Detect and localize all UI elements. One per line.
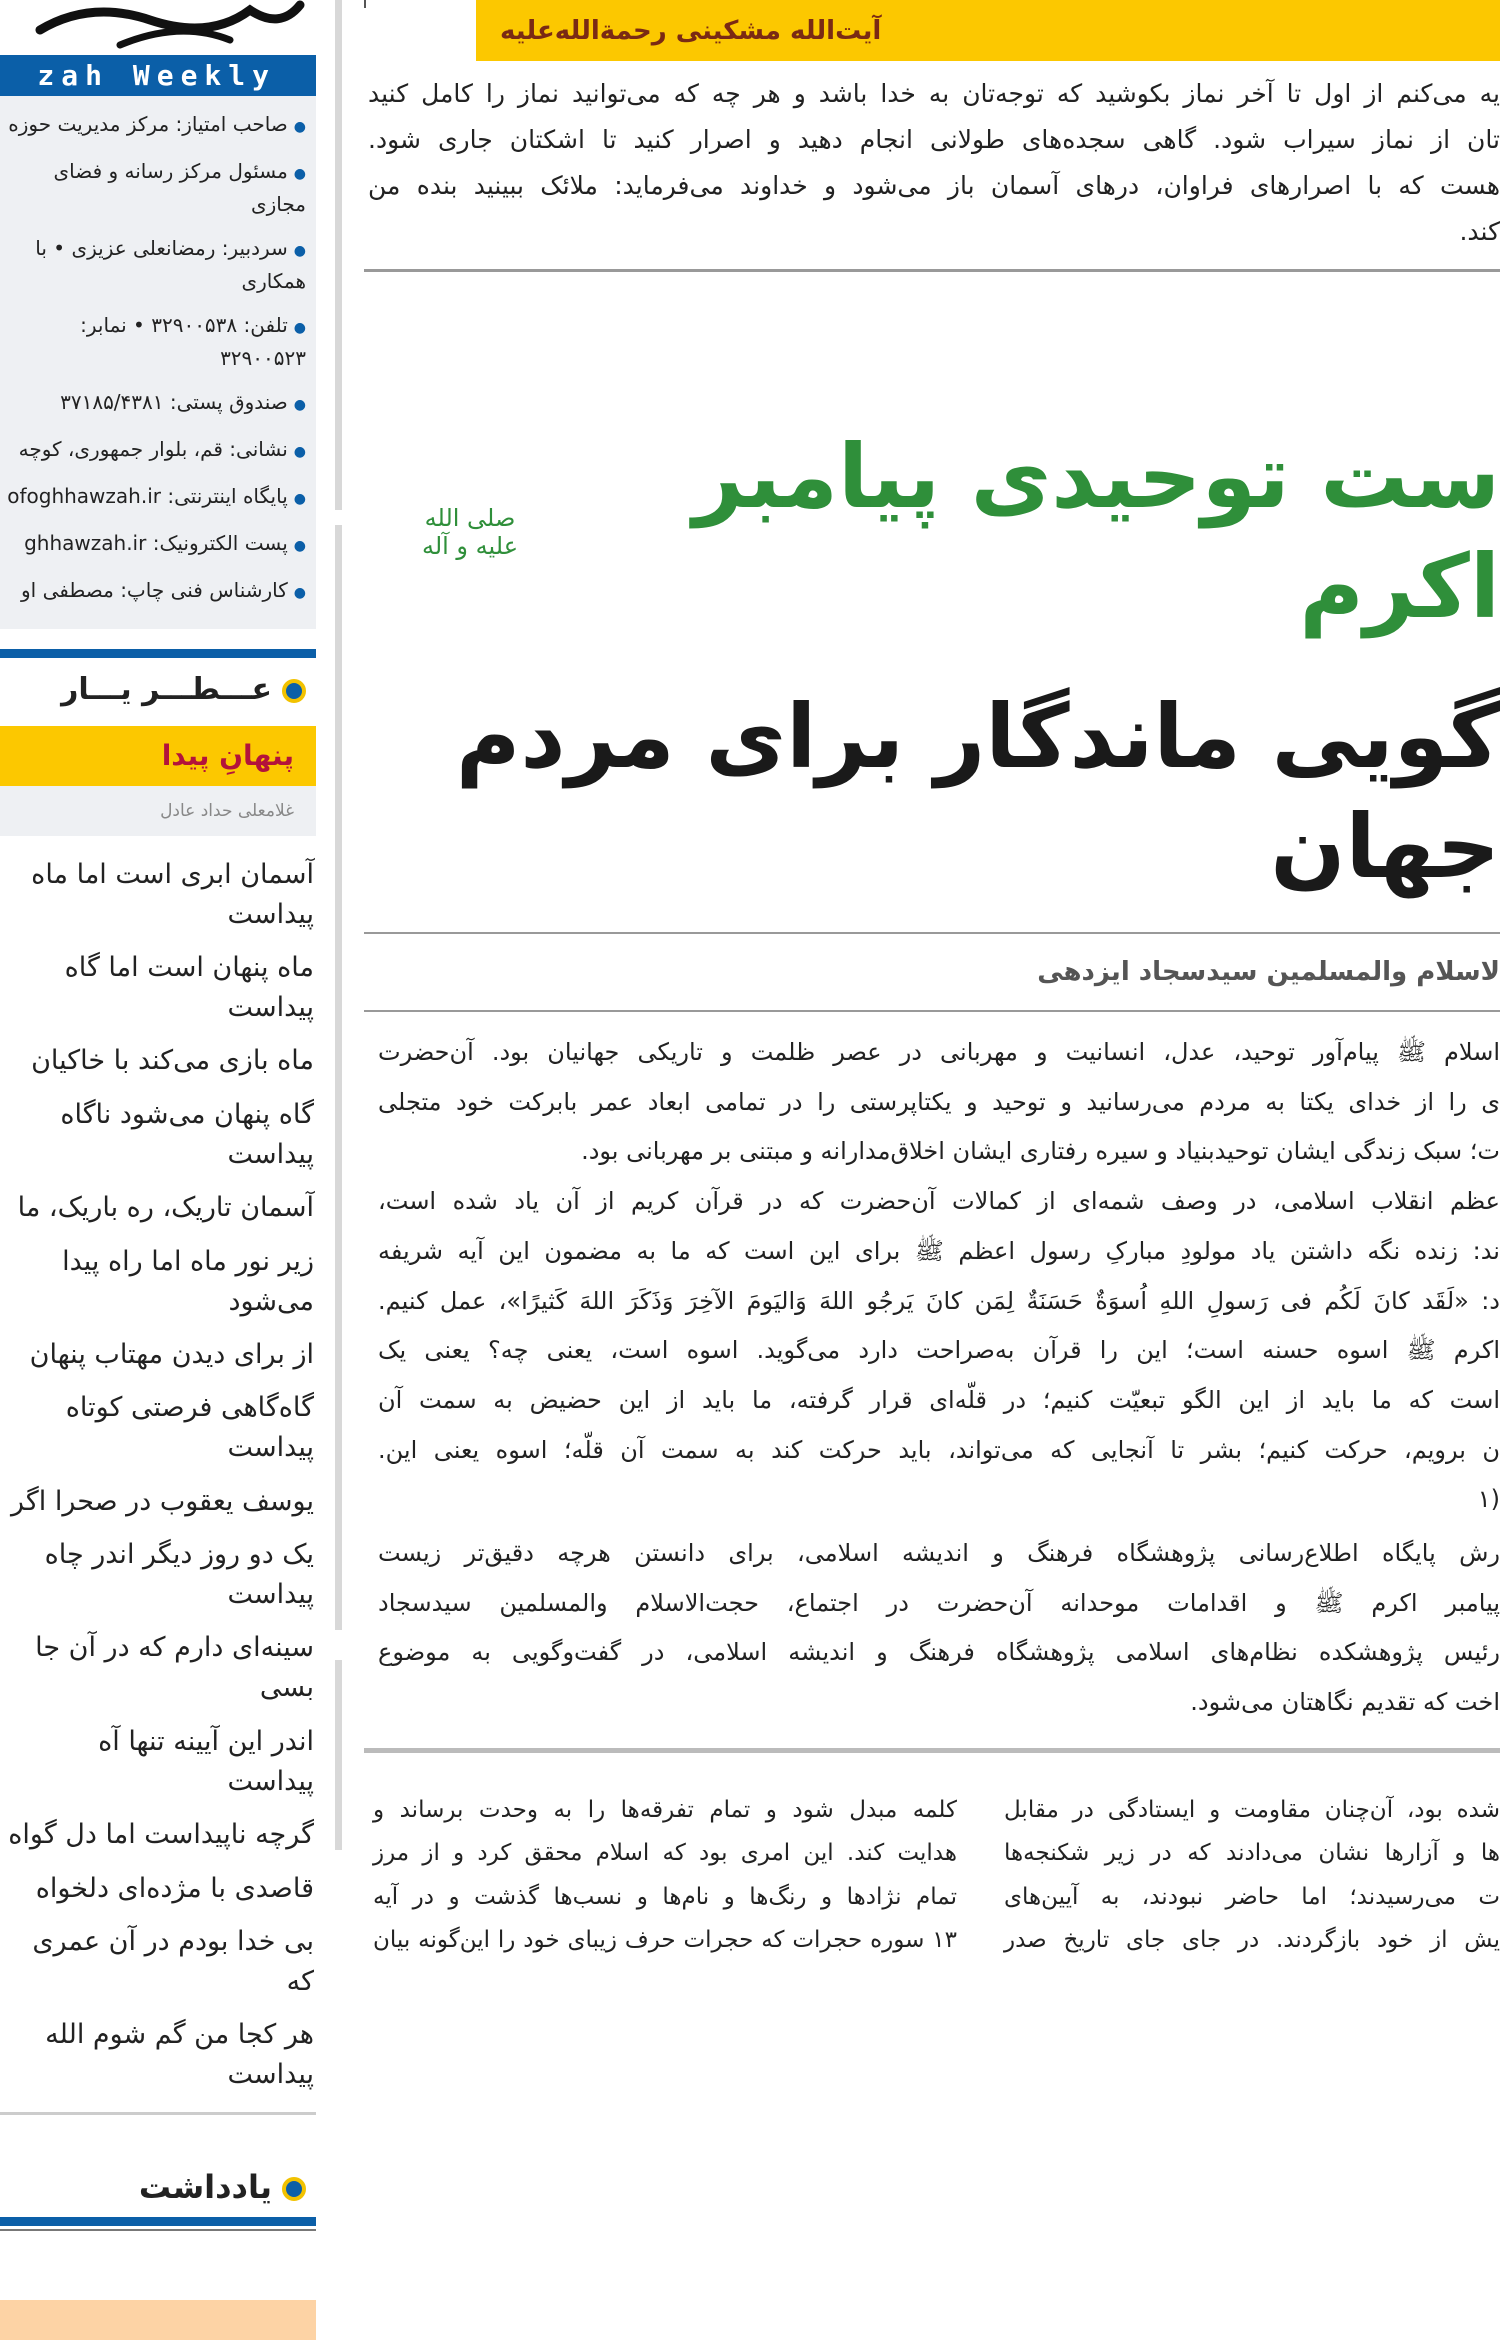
imprint-item: [6, 568, 306, 615]
bullet-icon: ●: [293, 166, 306, 182]
body-line: رئیس پژوهشکده نظام‌های اسلامی پژوهشگاه فرهنگ و اندیشه اسلامی، در گفت‌وگویی به موضوع: [378, 1638, 1500, 1667]
body-line: عظم انقلاب اسلامی، در وصف شمه‌ای از کمالات آن‌حضرت که در قرآن کریم از آن یاد شده است،: [378, 1187, 1500, 1216]
column-line: ت می‌رسیدند؛ اما حاضر نبودند، به آیین‌های: [1004, 1883, 1500, 1910]
section-heading-text: عـــطـــر یـــار: [61, 672, 272, 707]
poem-line: از برای دیدن مهتاب پنهان: [29, 1338, 314, 1370]
column-line: ۱۳ سوره حجرات که حجرات حرف زیبای خود را این‌گونه بیان: [373, 1927, 957, 1954]
main-column: [364, 0, 1500, 1963]
poem-line: هر کجا من گم شوم الله پیداست: [45, 2019, 314, 2091]
weekly-banner: zah Weekly: [0, 55, 316, 96]
bullet-icon: ●: [293, 119, 306, 135]
target-bullet-icon: [282, 679, 306, 703]
body-line: ند: زنده نگه داشتن یاد مولودِ مبارکِ رسول اعظم ﷺ برای این است که ما به مضمون این آیه شریفه: [378, 1236, 1500, 1265]
bullet-icon: ●: [293, 444, 306, 460]
poem-line: اندر این آیینه تنها آه پیداست: [98, 1725, 314, 1797]
section-divider: [0, 2217, 316, 2226]
intro-paragraph: [364, 61, 1500, 269]
imprint-item: [6, 427, 306, 474]
body-line: رش پایگاه اطلاع‌رسانی پژوهشگاه فرهنگ و اندیشه اسلامی، برای دانستن هرچه دقیق‌تر زیست: [378, 1539, 1500, 1568]
column-line: ها و آزارها نشان می‌دادند که در زیر شکنجه‌ها: [1004, 1840, 1500, 1867]
body-line: ت؛ سبک زندگی ایشان توحیدبنیاد و سیره رفتاری ایشان اخلاق‌مدارانه و مبتنی بر مهربانی بود.: [581, 1137, 1500, 1166]
poem-line: گاه‌گاهی فرصتی کوتاه پیداست: [65, 1392, 314, 1464]
top-rule: [364, 0, 366, 8]
poem-author-box: [0, 786, 316, 836]
note-title-box: [0, 2300, 316, 2340]
masthead-column: [0, 0, 316, 2340]
article-author: لاسلام والمسلمین سیدسجاد ایزدهی: [1037, 957, 1500, 987]
salawat-calligraphy: صلی الله علیه و آله: [421, 504, 519, 560]
target-bullet-icon: [282, 2177, 306, 2201]
column-left: [373, 1789, 957, 1963]
poem-line: گاه پنهان می‌شود ناگاه پیداست: [60, 1098, 314, 1170]
email-link[interactable]: پست الکترونیک: ghhawzah.ir: [24, 531, 288, 555]
imprint-text: صندوق پستی: ۳۷۱۸۵/۴۳۸۱: [60, 390, 288, 414]
imprint-box: [0, 96, 316, 629]
body-line: پیامبر اکرم ﷺ و اقدامات موحدانه آن‌حضرت در اجتماع، حجت‌الاسلام والمسلمین سیدسجاد: [378, 1588, 1500, 1617]
imprint-text: مسئول مرکز رسانه و فضای مجازی: [53, 159, 306, 216]
column-separator: [335, 0, 342, 510]
column-line: شده بود، آن‌چنان مقاومت و ایستادگی در مقابل: [1004, 1796, 1500, 1823]
website-link[interactable]: پایگاه اینترنتی: ofoghhawzah.ir: [7, 484, 288, 508]
imprint-text: سردبیر: رمضانعلی عزیزی • با همکاری: [35, 236, 306, 293]
newspaper-logo: [0, 0, 316, 54]
imprint-item: [6, 149, 306, 226]
body-line: اسلام ﷺ پیام‌آور توحید، عدل، انسانیت و مهربانی در عصر ظلمت و تاریکی جهانیان بود. آن‌حضرت: [378, 1038, 1500, 1066]
column-separator: [335, 1660, 342, 1850]
paragraph-line: تان از نماز سیراب شود. گاهی سجده‌های طولانی انجام دهید و اصرار کنید تا اشکتان جاری شود.: [368, 125, 1500, 154]
box-border: [0, 2112, 316, 2115]
column-line: تمام نژادها و رنگ‌ها و نام‌ها و نسب‌ها گذشت و در آیه: [373, 1883, 957, 1910]
imprint-item: [6, 102, 306, 149]
poem-line: ماه پنهان است اما گاه پیداست: [64, 952, 314, 1024]
imprint-item: [6, 521, 306, 568]
bullet-icon: ●: [293, 538, 306, 554]
poem-line: سینه‌ای دارم که در آن جا بسی: [35, 1632, 314, 1704]
poem-line: آسمان تاریک، ره باریک، ما: [17, 1192, 314, 1224]
bullet-icon: ●: [293, 397, 306, 413]
poem-line: آسمان ابری است اما ماه پیداست: [31, 858, 314, 930]
headline-row: [364, 422, 1500, 642]
poem-line: ماه بازی می‌کند با خاکیان: [31, 1045, 314, 1077]
poem-line: قاصدی با مژده‌ای دلخواه: [35, 1872, 314, 1904]
paragraph-line: هست که با اصرارهای فراوان، درهای آسمان باز می‌شود و خداوند می‌فرماید: ملائک ببینید بنده من: [368, 171, 1500, 200]
poem-section-heading: [0, 668, 316, 712]
body-line: اخت که تقدیم نگاهتان می‌شود.: [1190, 1688, 1500, 1717]
poem-line: زیر نور ماه اما راه پیدا می‌شود: [62, 1245, 314, 1317]
poem-line: یوسف یعقوب در صحرا اگر: [11, 1485, 314, 1517]
poem-line: گرچه ناپیداست اما دل گواه: [8, 1819, 314, 1851]
quote-banner-title: آیت‌الله مشکینی رحمة‌الله‌علیه: [500, 15, 882, 46]
article-body: [364, 1012, 1500, 1748]
column-separator: [335, 525, 342, 1630]
poem-author: غلامعلی حداد عادل: [160, 801, 294, 821]
column-right: [1004, 1789, 1500, 1963]
body-line: است که ما باید از این الگو تبعیّت کنیم؛ در قلّه‌ای قرار گرفته، ما باید از این حضیض به سمت آن: [378, 1385, 1500, 1414]
poem-title-box: [0, 726, 316, 786]
section-heading-text: یادداشت: [138, 2168, 272, 2206]
poem-title: پنهانِ پیدا: [161, 739, 294, 772]
paragraph-line: کند.: [1459, 217, 1500, 246]
poem-line: بی خدا بودم در آن عمری که: [32, 1925, 314, 1997]
quote-banner: [476, 0, 1500, 61]
poem-line: یک دو روز دیگر اندر چاه پیداست: [44, 1539, 314, 1611]
imprint-item: [6, 380, 306, 427]
body-line: ی را از خدای یکتا به مردم می‌رسانید و توحید و یکتاپرستی را در تمامی ابعاد عمر بابرکت خود متجلی: [378, 1087, 1500, 1116]
imprint-item: [6, 226, 306, 303]
imprint-item: [6, 303, 306, 380]
bullet-icon: ●: [293, 243, 306, 259]
column-line: هدایت کند. این امری بود که اسلام محقق کرد و از مرز: [373, 1840, 957, 1867]
imprint-text: کارشناس فنی چاپ: مصطفی او: [21, 578, 288, 602]
headline-secondary: گویی ماندگار برای مردم جهان: [455, 685, 1500, 898]
body-line: (۱: [1477, 1485, 1500, 1514]
imprint-item: [6, 474, 306, 521]
body-line: د: «لَقَد کانَ لَکُم فی رَسولِ اللهِ اُسوَةٌ حَسَنَةٌ لِمَن کانَ یَرجُو اللهَ وَالیَومَ الآخِرَ وَذَکَرَ اللهَ کَثیرًا»، عمل کنیم.: [378, 1286, 1500, 1315]
bullet-icon: ●: [293, 320, 306, 336]
imprint-text: صاحب امتیاز: مرکز مدیریت حوزه: [8, 112, 288, 136]
poem-lines: [0, 836, 316, 2112]
bottom-columns: [364, 1753, 1500, 1963]
imprint-text: نشانی: قم، بلوار جمهوری، کوچه: [18, 437, 288, 461]
note-section-heading: [0, 2165, 316, 2209]
paragraph-line: یه می‌کنم از اول تا آخر نماز بکوشید که توجه‌تان به خدا باشد و هر چه که می‌توانید نماز را کامل کنید: [368, 79, 1500, 108]
body-line: اکرم ﷺ اسوه حسنه است؛ این را قرآن به‌صراحت دارد می‌گوید. اسوه است، یعنی چه؟ یعنی یک: [378, 1336, 1500, 1365]
section-divider: [0, 649, 316, 658]
headline-primary: ست توحیدی پیامبر اکرم: [692, 425, 1500, 638]
section-divider: [0, 2229, 316, 2231]
column-line: یش از خود بازگردند. در جای جای تاریخ صدر: [1004, 1927, 1500, 1954]
imprint-text: تلفن: ۳۲۹۰۰۵۳۸ • نمابر: ۳۲۹۰۰۵۲۳: [80, 313, 306, 370]
bullet-icon: ●: [293, 585, 306, 601]
bullet-icon: ●: [293, 491, 306, 507]
body-line: ن برویم، حرکت کنیم؛ بشر تا آنجایی که می‌تواند، باید حرکت کند به سمت آن قلّه؛ اسوه یعنی این.: [378, 1435, 1500, 1464]
divider: [364, 269, 1500, 272]
column-line: کلمه مبدل شود و تمام تفرقه‌ها را به وحدت برساند و: [373, 1796, 957, 1823]
